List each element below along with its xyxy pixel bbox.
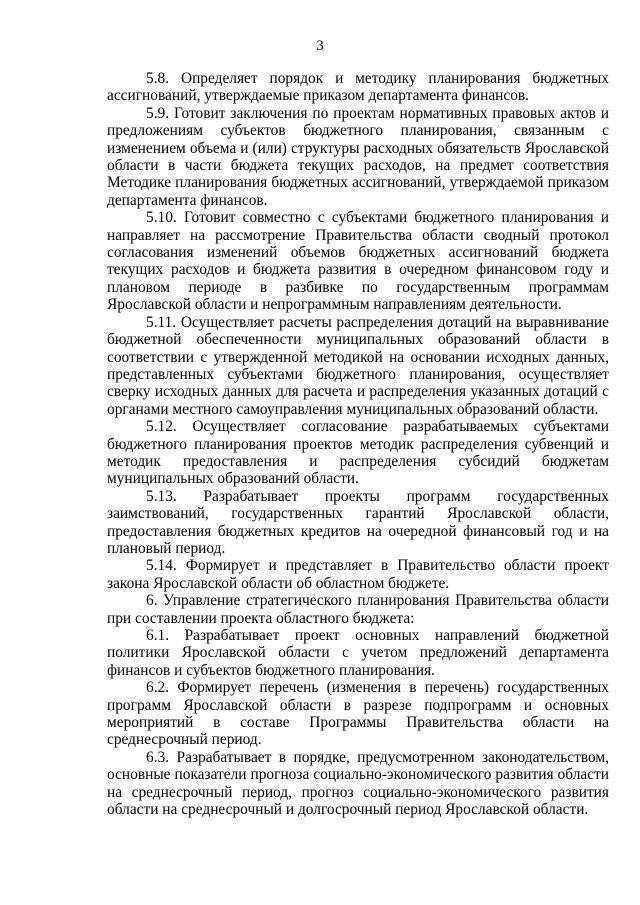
- page-number: 3: [316, 38, 324, 54]
- paragraph-5-10: 5.10. Готовит совместно с субъектами бюджетного планирования и направляет на рассмотрение Правительства области сводный протокол согласования изменений объемов бюджетных ассигнований бюджета текущих расходов и бюджета развития в очередном финансовом году и плановом периоде в разбивке по государственным программам Ярославской области и непрограммным направлениям деятельности.: [107, 209, 609, 314]
- paragraph-6-2: 6.2. Формирует перечень (изменения в перечень) государственных программ Ярославской области в разрезе подпрограмм и основных мероприятий в составе Программы Правительства области на среднесрочный период.: [107, 679, 609, 749]
- paragraph-5-13: 5.13. Разрабатывает проекты программ государственных заимствований, государственных гарантий Ярославской области, предоставления бюджетных кредитов на очередной финансовый год и на плановый период.: [107, 487, 609, 557]
- paragraph-5-14: 5.14. Формирует и представляет в Правительство области проект закона Ярославской области об областном бюджете.: [107, 557, 609, 592]
- paragraph-6: 6. Управление стратегического планирования Правительства области при составлении проекта областного бюджета:: [107, 592, 609, 627]
- paragraph-5-12: 5.12. Осуществляет согласование разрабатываемых субъектами бюджетного планирования проектов методик распределения субвенций и методик предоставления и распределения субсидий бюджетам муниципальных образований области.: [107, 418, 609, 488]
- paragraph-5-11: 5.11. Осуществляет расчеты распределения дотаций на выравнивание бюджетной обеспеченности муниципальных образований области в соответствии с утвержденной методикой на основании исходных данных, представленных субъектами бюджетного планирования, осуществляет сверку исходных данных для расчета и распределения указанных дотаций с органами местного самоуправления муниципальных образований области.: [107, 313, 609, 418]
- paragraph-5-9: 5.9. Готовит заключения по проектам нормативных правовых актов и предложениям субъектов бюджетного планирования, связанным с изменением объема и (или) структуры расходных обязательств Ярославской области в части бюджета текущих расходов, на предмет соответствия Методике планирования бюджетных ассигнований, утверждаемой приказом департамента финансов.: [107, 104, 609, 209]
- paragraph-5-8: 5.8. Определяет порядок и методику планирования бюджетных ассигнований, утверждаемые приказом департамента финансов.: [107, 70, 609, 105]
- paragraph-6-3: 6.3. Разрабатывает в порядке, предусмотренном законодательством, основные показатели прогноза социально-экономического развития области на среднесрочный период, прогноз социально-экономического развития области на среднесрочный и долгосрочный период Ярославской области.: [107, 748, 609, 819]
- document-body: [107, 70, 609, 818]
- paragraph-6-1: 6.1. Разрабатывает проект основных направлений бюджетной политики Ярославской области с учетом предложений департамента финансов и субъектов бюджетного планирования.: [107, 627, 609, 679]
